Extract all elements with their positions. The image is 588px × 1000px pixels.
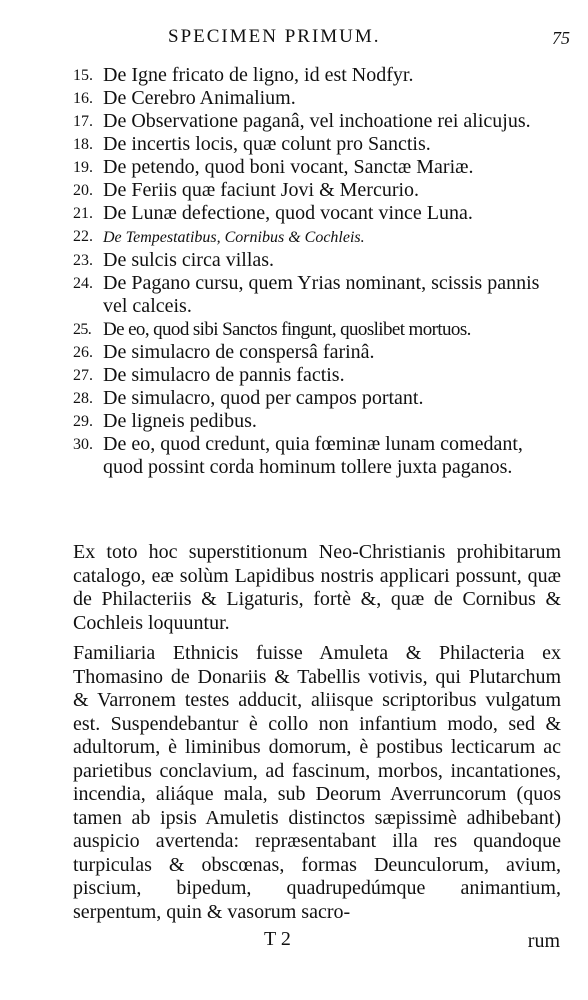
item-text: De Tempestatibus, Cornibus & Cochleis. (103, 229, 365, 246)
item-text: De incertis locis, quæ colunt pro Sanctis. (103, 133, 431, 155)
list-item (0, 272, 588, 318)
item-number: 29. (73, 413, 93, 430)
item-number: 20. (73, 182, 93, 199)
item-text: De Pagano cursu, quem Yrias nominant, scissis pannis vel calceis. (103, 272, 540, 317)
item-number: 28. (73, 390, 93, 407)
item-text: De sulcis circa villas. (103, 249, 275, 271)
item-text: De petendo, quod boni vocant, Sanctæ Mariæ. (103, 156, 474, 178)
list-item (0, 387, 588, 410)
signature-mark: T 2 (264, 928, 291, 950)
list-item (0, 410, 588, 433)
item-text: De simulacro de conspersâ farinâ. (103, 341, 375, 363)
item-number: 16. (73, 90, 93, 107)
item-number: 26. (73, 344, 93, 361)
item-text: De eo, quod sibi Sanctos fingunt, quoslibet mortuos. (103, 319, 471, 340)
item-number: 25. (73, 321, 92, 338)
item-text: De Feriis quæ faciunt Jovi & Mercurio. (103, 179, 420, 201)
item-number: 23. (73, 252, 93, 269)
item-text: De simulacro de pannis factis. (103, 364, 345, 386)
list-item (0, 202, 588, 225)
item-text: De ligneis pedibus. (103, 410, 257, 432)
item-number: 18. (73, 136, 93, 153)
item-text: De eo, quod credunt, quia fœminæ lunam comedant, quod possint corda hominum tollere juxta paganos. (103, 433, 523, 478)
list-item (0, 64, 588, 87)
item-text: De Observatione paganâ, vel inchoatione rei alicujus. (103, 110, 531, 132)
catchword: rum (527, 930, 560, 952)
item-number: 15. (73, 67, 93, 84)
list-item (0, 133, 588, 156)
item-number: 24. (73, 275, 93, 292)
running-head (0, 26, 588, 56)
list-item (0, 249, 588, 272)
list-item (0, 179, 588, 202)
item-number: 17. (73, 113, 93, 130)
item-number: 21. (73, 205, 93, 222)
item-number: 27. (73, 367, 93, 384)
item-number: 22. (73, 228, 93, 245)
superstition-list (0, 64, 588, 479)
body-paragraph: Familiaria Ethnicis fuisse Amuleta & Philacteria ex Thomasino de Donariis & Tabellis votivis, qui Plutarchum & Varronem testes adducit, aliisque scriptoribus vulgatum est. Suspendebantur è collo non infantium modo, sed & adultorum, è liminibus domorum, è postibus lecticarum ac parietibus conclavium, ad fascinum, morbos, incantationes, incendia, aliáque mala, sub Deorum Averruncorum (quos tamen ab ipsis Amuletis distinctos sæpissimè adhibebant) auspicio avertenda: repræsentabant illa res quandoque turpiculas & obscœnas, formas Deunculorum, avium, piscium, bipedum, quadrupedúmque animantium, serpentum, quin & vasorum sacro- (73, 642, 561, 923)
body-paragraph: Ex toto hoc superstitionum Neo-Christianis prohibitarum catalogo, eæ solùm Lapidibus nostris applicari possunt, quæ de Philacteriis & Ligaturis, fortè &, quæ de Cornibus & Cochleis loquuntur. (73, 541, 561, 634)
list-item (0, 87, 588, 110)
list-item (0, 225, 588, 249)
item-number: 30. (73, 436, 93, 453)
list-item (0, 110, 588, 133)
item-number: 19. (73, 159, 93, 176)
list-item (0, 318, 588, 341)
list-item (0, 433, 588, 479)
item-text: De Igne fricato de ligno, id est Nodfyr. (103, 64, 414, 86)
list-item (0, 341, 588, 364)
running-title: SPECIMEN PRIMUM. (168, 26, 381, 47)
list-item (0, 364, 588, 387)
item-text: De Lunæ defectione, quod vocant vince Luna. (103, 202, 473, 224)
item-text: De Cerebro Animalium. (103, 87, 296, 109)
page-number: 75 (552, 28, 570, 48)
item-text: De simulacro, quod per campos portant. (103, 387, 424, 409)
list-item (0, 156, 588, 179)
